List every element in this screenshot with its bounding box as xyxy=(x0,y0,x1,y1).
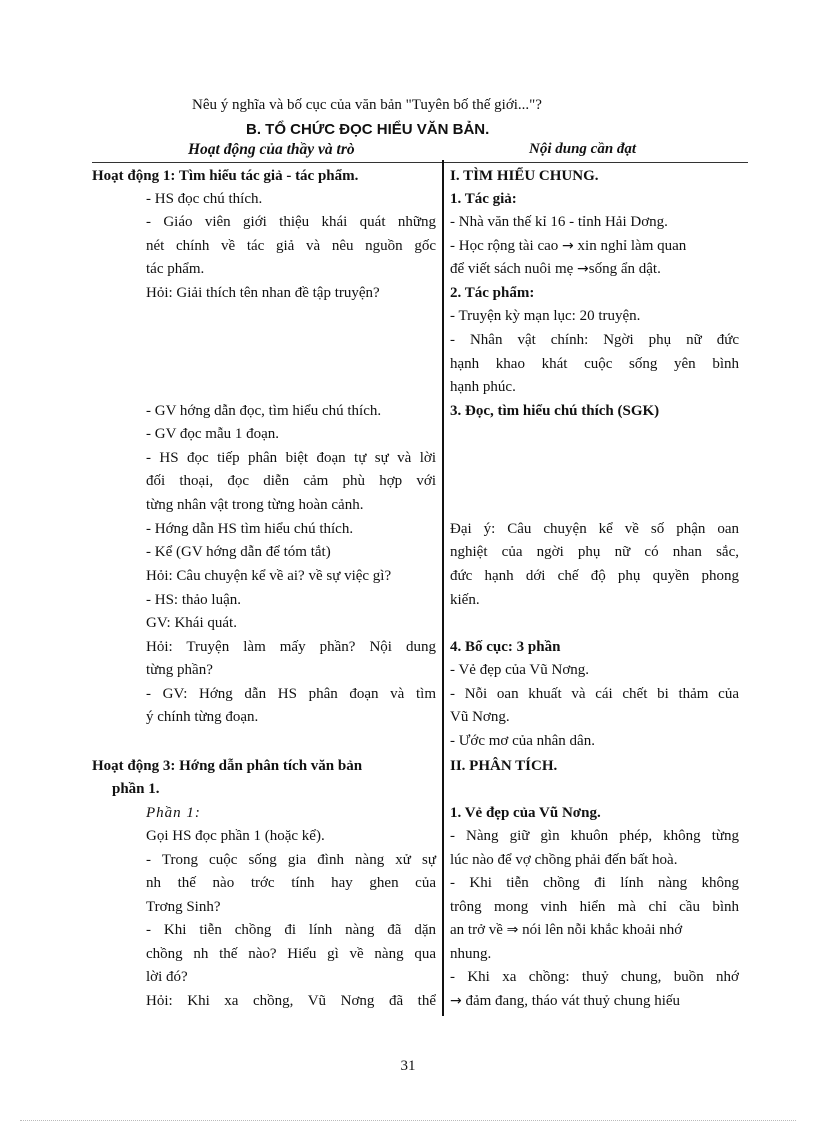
right-line: Đại ý: Câu chuyện kể về số phận oan xyxy=(450,521,739,537)
right-line: 4. Bố cục: 3 phần xyxy=(450,639,561,655)
right-line: hạnh khao khát cuộc sống yên bình xyxy=(450,356,739,372)
left-line: - Hớng dẫn HS tìm hiểu chú thích. xyxy=(146,521,354,537)
left-line: - Kể (GV hớng dẫn để tóm tắt) xyxy=(146,544,331,560)
left-line: chồng nh thế nào? Hiểu gì về nàng qua xyxy=(146,946,436,962)
left-line: lời đó? xyxy=(146,969,188,985)
left-line: Hỏi: Giải thích tên nhan đề tập truyện? xyxy=(146,285,380,301)
right-line: kiến. xyxy=(450,592,480,608)
left-line: Phần 1: xyxy=(146,805,201,821)
right-line: 1. Tác giả: xyxy=(450,191,517,207)
right-line-with-arrow: an trở về ⇒ nói lên nỗi khắc khoải nhớ xyxy=(450,922,683,938)
left-line: - HS: thảo luận. xyxy=(146,592,241,608)
right-line: - Nàng giữ gìn khuôn phép, không từng xyxy=(450,828,739,844)
left-column-header: Hoạt động của thầy và trò xyxy=(188,141,355,158)
page-number: 31 xyxy=(400,1058,416,1074)
left-line: tác phẩm. xyxy=(146,261,205,277)
left-line: - Khi tiễn chồng đi lính nàng đã dặn xyxy=(146,922,436,938)
left-line: Hỏi: Câu chuyện kể về ai? về sự việc gì? xyxy=(146,568,392,584)
right-line: 2. Tác phẩm: xyxy=(450,285,535,301)
double-arrow-right-icon: ⇒ xyxy=(506,922,519,938)
right-line: nhung. xyxy=(450,946,492,962)
left-line: - GV hớng dẫn đọc, tìm hiểu chú thích. xyxy=(146,403,382,419)
right-line: - Truyện kỳ mạn lục: 20 truyện. xyxy=(450,308,641,324)
right-line: - Khi xa chồng: thuỷ chung, buồn nhớ xyxy=(450,969,739,985)
left-line: - Trong cuộc sống gia đình nàng xử sự xyxy=(146,852,436,868)
left-line: Gọi HS đọc phần 1 (hoặc kể). xyxy=(146,828,325,844)
left-line: ý chính từng đoạn. xyxy=(146,709,259,725)
left-line: - Giáo viên giới thiệu khái quát những xyxy=(146,214,436,230)
arrow-right-icon: → xyxy=(450,993,462,1009)
right-line: lúc nào để vợ chồng phải đến bất hoà. xyxy=(450,852,678,868)
left-line: phần 1. xyxy=(112,781,160,797)
arrow-right-icon: → xyxy=(562,238,574,254)
right-line: 1. Vẻ đẹp của Vũ Nơng. xyxy=(450,805,601,821)
left-line: - GV: Hớng dẫn HS phân đoạn và tìm xyxy=(146,686,436,702)
right-line: nghiệt của ngời phụ nữ có nhan sắc, xyxy=(450,544,739,560)
right-line: II. PHÂN TÍCH. xyxy=(450,758,558,774)
left-line: - HS đọc chú thích. xyxy=(146,191,263,207)
right-line: - Ước mơ của nhân dân. xyxy=(450,733,595,749)
left-line: Trơng Sinh? xyxy=(146,899,221,915)
arrow-right-icon: → xyxy=(577,261,589,277)
right-line-with-arrow: → đảm đang, tháo vát thuỷ chung hiếu xyxy=(450,993,681,1009)
right-line: 3. Đọc, tìm hiểu chú thích (SGK) xyxy=(450,403,660,419)
right-line: - Vẻ đẹp của Vũ Nơng. xyxy=(450,662,590,678)
left-line: Hỏi: Khi xa chồng, Vũ Nơng đã thể xyxy=(146,993,436,1009)
right-column-header: Nội dung cần đạt xyxy=(529,141,637,157)
section-heading: B. TỔ CHỨC ĐỌC HIỂU VĂN BẢN. xyxy=(246,121,490,138)
right-line: Vũ Nơng. xyxy=(450,709,510,725)
left-line: - GV đọc mẫu 1 đoạn. xyxy=(146,426,280,442)
left-line: Hoạt động 3: Hớng dẫn phân tích văn bản xyxy=(92,758,363,774)
right-line: đức hạnh dới chế độ phụ quyền phong xyxy=(450,568,739,584)
right-line: - Nhân vật chính: Ngời phụ nữ đức xyxy=(450,332,739,348)
right-line: - Nỗi oan khuất và cái chết bi thảm của xyxy=(450,686,739,702)
left-line: - HS đọc tiếp phân biệt đoạn tự sự và lời xyxy=(146,450,436,466)
right-line: - Khi tiễn chồng đi lính nàng không xyxy=(450,875,739,891)
left-line: nét chính về tác giả và nêu nguồn gốc xyxy=(146,238,436,254)
left-line: Hoạt động 1: Tìm hiểu tác giả - tác phẩm. xyxy=(92,168,359,184)
page-edge-dots xyxy=(20,1120,796,1121)
right-line-with-arrow: để viết sách nuôi mẹ →sống ẩn dật. xyxy=(450,261,661,277)
right-line-with-arrow: - Học rộng tài cao → xin nghỉ làm quan xyxy=(450,238,687,254)
left-line: nh thế nào trớc tính hay ghen của xyxy=(146,875,436,891)
header-divider xyxy=(92,162,748,163)
right-line: I. TÌM HIỂU CHUNG. xyxy=(450,168,599,184)
left-line: đối thoại, đọc diễn cảm phù hợp với xyxy=(146,473,436,489)
left-line: từng phần? xyxy=(146,662,213,678)
intro-question: Nêu ý nghĩa và bố cục của văn bản "Tuyên bố thế giới..."? xyxy=(192,97,542,113)
right-line: hạnh phúc. xyxy=(450,379,516,395)
column-divider xyxy=(442,160,444,1016)
left-line: Hỏi: Truyện làm mấy phần? Nội dung xyxy=(146,639,436,655)
left-line: từng nhân vật trong từng hoàn cảnh. xyxy=(146,497,364,513)
right-line: - Nhà văn thế kỉ 16 - tỉnh Hải Dơng. xyxy=(450,214,668,230)
left-line: GV: Khái quát. xyxy=(146,615,237,631)
right-line: trông mong vinh hiển mà chỉ cầu bình xyxy=(450,899,739,915)
